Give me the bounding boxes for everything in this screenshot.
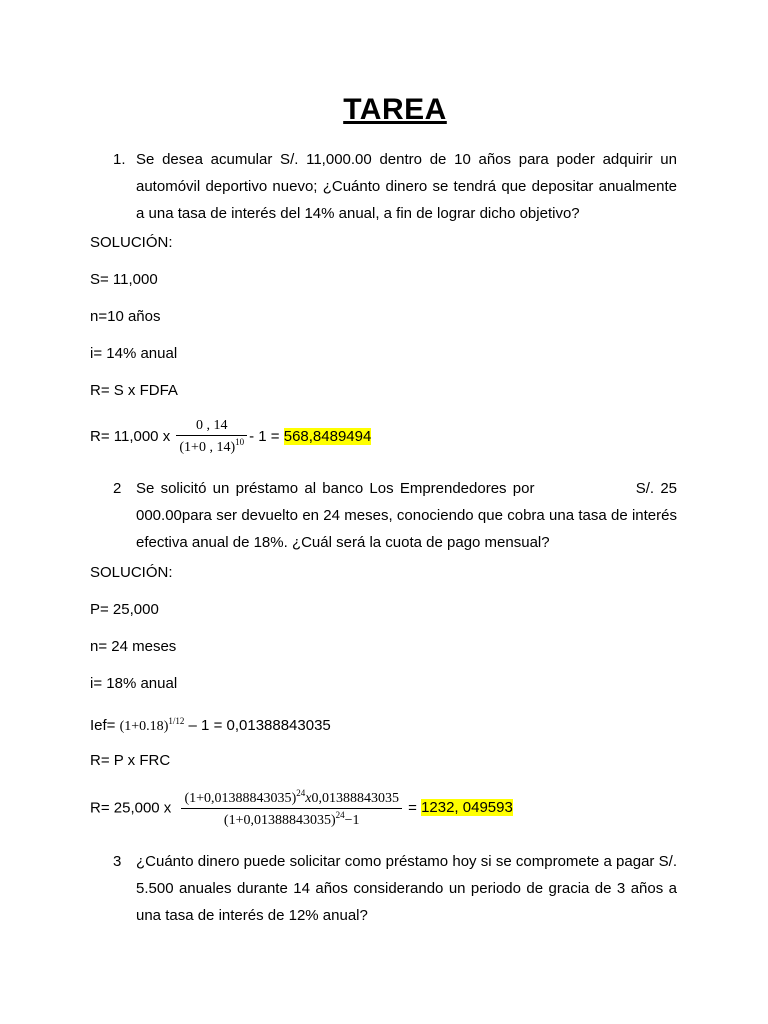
- question-number: 1.: [113, 151, 126, 168]
- question-3: [90, 848, 677, 929]
- numerator-times: x: [305, 791, 312, 806]
- fraction-numerator: $(1+0,01388843035)^{24}x0,01388843035$: [181, 788, 401, 809]
- fraction-denominator: $(1+0,01388843035)^{24}-1$: [223, 810, 360, 828]
- formula-r: R= P x FRC: [90, 752, 171, 769]
- numerator-base: 1+0,01388843035: [189, 791, 292, 806]
- given-n: n= 24 meses: [90, 638, 177, 655]
- question-number: 3: [113, 853, 122, 870]
- formula-prefix: R= 25,000 x: [90, 799, 172, 817]
- given-p: P= 25,000: [90, 601, 159, 618]
- highlighted-result: 1232, 049593: [421, 799, 513, 817]
- solution-label: SOLUCIÓN:: [90, 564, 173, 581]
- calculation-1: [90, 418, 371, 456]
- denominator-base: 1+0 , 14: [184, 440, 231, 455]
- question-number: 2: [113, 480, 122, 497]
- highlighted-result: 568,8489494: [283, 427, 372, 445]
- question-text: ¿Cuánto dinero puede solicitar como préstamo hoy si se compromete a pagar S/. 5.500 anuales durante 14 años considerando un periodo de gracia de 3 años a una tasa de interés de 12% anual?: [136, 853, 677, 924]
- fraction: [176, 418, 247, 456]
- fraction-numerator: 0 , 14: [176, 418, 247, 436]
- equals-sign: =: [408, 799, 417, 817]
- numerator-exponent: 24: [296, 788, 306, 798]
- fraction-denominator: (1+0 , 14)$^{10}$: [179, 437, 245, 455]
- denominator-exponent: 10: [235, 437, 245, 447]
- fraction: [181, 788, 401, 829]
- solution-label: SOLUCIÓN:: [90, 234, 173, 251]
- question-2: [90, 475, 677, 556]
- ief-prefix: Ief=: [90, 717, 116, 734]
- given-i: i= 18% anual: [90, 675, 178, 692]
- ief-base: 1+0.18: [124, 719, 164, 734]
- calculation-2: [90, 788, 513, 829]
- formula-r: R= S x FDFA: [90, 382, 178, 399]
- question-1: [90, 146, 677, 227]
- given-i: i= 14% anual: [90, 345, 178, 362]
- denominator-exponent: 24: [335, 810, 345, 820]
- denominator-minus: −1: [344, 813, 360, 828]
- given-s: S= 11,000: [90, 271, 158, 288]
- formula-suffix: - 1 =: [249, 427, 280, 445]
- question-text: Se desea acumular S/. 11,000.00 dentro de 10 años para poder adquirir un automóvil deportivo nuevo; ¿Cuánto dinero se tendrá que depositar anualmente a una tasa de interés del 14% anual, a fin de lograr dicho objetivo?: [136, 151, 677, 222]
- numerator-rate: 0,01388843035: [311, 791, 399, 806]
- given-n: n=10 años: [90, 308, 161, 325]
- ief-expression: $(1+0.18)^{1/12}$: [119, 716, 185, 734]
- effective-rate: [90, 711, 331, 737]
- question-text: [136, 475, 677, 556]
- formula-prefix: R= 11,000 x: [90, 427, 171, 445]
- page-title: TAREA: [343, 93, 447, 126]
- ief-exponent: 1/12: [168, 716, 185, 726]
- ief-result: – 1 = 0,01388843035: [188, 717, 331, 734]
- denominator-base: 1+0,01388843035: [228, 813, 331, 828]
- question-text-part-a: Se solicitó un préstamo al banco Los Emprendedores por: [136, 480, 535, 497]
- question-text-part-b: S/. 25 000.00para ser devuelto en 24 meses, conociendo que cobra una tasa de interés efectiva anual de 18%. ¿Cuál será la cuota de pago mensual?: [136, 480, 677, 551]
